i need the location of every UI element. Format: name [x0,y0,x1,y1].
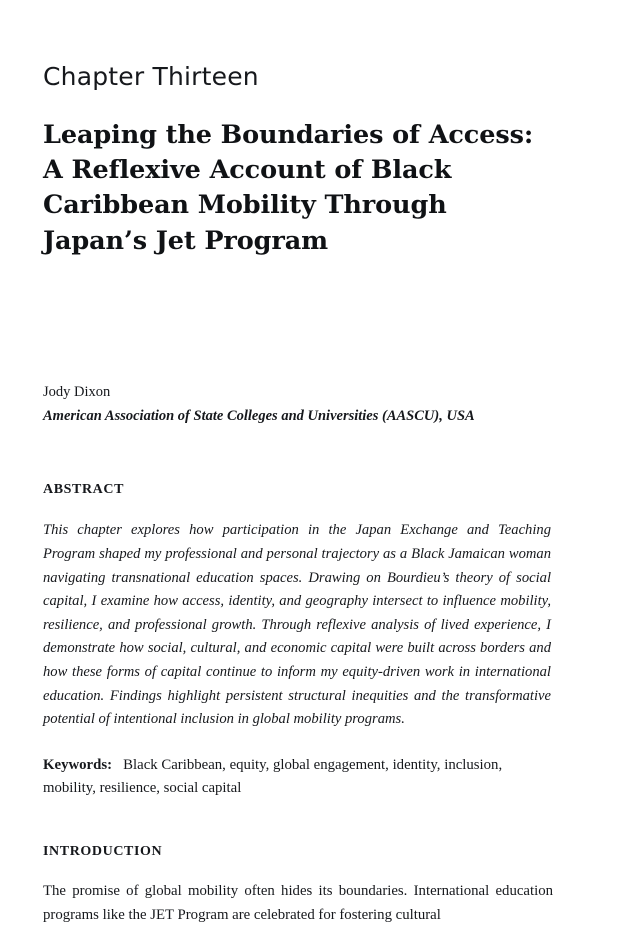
author-affiliation: American Association of State Colleges and Universities (AASCU), USA [43,407,475,424]
abstract-text: This chapter explores how participation in the Japan Exchange and Teaching Program shaped my professional and personal trajectory as a Black Jamaican woman navigating transnational education spaces. Drawing on Bourdieu’s theory of social capital, I examine how access, identity, and geography intersect to influence mobility, resilience, and professional growth. Through reflexive analysis of lived experience, I demonstrate how social, cultural, and economic capital were built across borders and how these forms of capital continue to inform my equity-driven work in international education. Findings highlight persistent structural inequities and the transformative potential of intentional inclusion in global mobility programs. [43,522,551,728]
author-name: Jody Dixon [43,383,111,400]
author-block [43,382,555,428]
keywords-label: Keywords: [43,757,120,774]
page-content [43,62,555,928]
keywords-list: Black Caribbean, equity, global engagement, identity, inclusion, mobility, resilience, social capital [43,757,503,797]
keywords-line [43,754,551,800]
abstract-heading: ABSTRACT [43,482,125,498]
introduction-paragraph: The promise of global mobility often hides its boundaries. International education programs like the JET Program are celebrated for fostering cultural [43,883,553,924]
chapter-number: Chapter Thirteen [43,62,259,91]
page-title: Leaping the Boundaries of Access: A Reflexive Account of Black Caribbean Mobility Through Japan’s Jet Program [43,120,534,256]
introduction-heading: INTRODUCTION [43,844,163,860]
